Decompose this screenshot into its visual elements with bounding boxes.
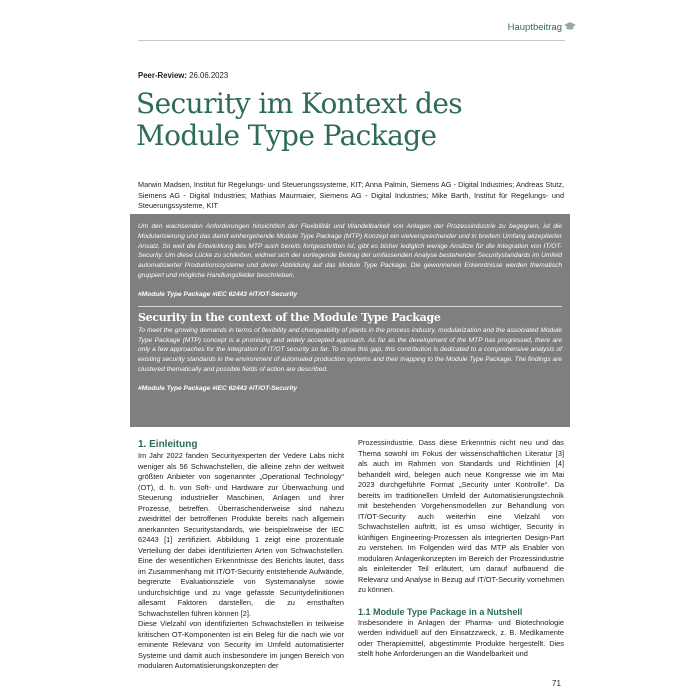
abstract-english-title: Security in the context of the Module Type Package (138, 310, 441, 324)
abstract-german-tags: #Module Type Package #IEC 62443 #IT/OT-Security (138, 290, 298, 298)
article-title: Security im Kontext des Module Type Package (136, 87, 463, 152)
abstract-divider (138, 306, 562, 307)
peer-review-line (138, 71, 228, 80)
body-column-right (358, 438, 564, 660)
section-heading-introduction: 1. Einleitung (138, 439, 198, 450)
abstract-english-tags: #Module Type Package #IEC 62443 #IT/OT-Security (138, 384, 298, 392)
body-paragraph: Im Jahr 2022 fanden Securityexperten der Vedere Labs nicht weniger als 56 Schwachstellen, die alleine zehn der weltweit größten Anbieter von sogenannter „Operational Technology“ (OT), d. h. von Soft- und Hardware zur Überwachung und Steuerung industrieller Maschinen, Anlagen und ihrer Prozesse, betreffen. Überraschenderweise sind nahezu zweidrittel der betroffenen Produkte bereits nach allgemein anerkannten Securitystandards, wie beispielsweise der IEC 62443 [1] zertifiziert. Abbildung 1 zeigt eine prozentuale Verteilung der dabei identifizierten Arten von Schwachstellen. Eine der wesentlichen Erkenntnisse des Berichts lautet, dass im Zusammenhang mit IT/OT-Security entstehende Aufwände, begrenzte Evaluationsziele von Systemanalyse sowie undurchsichtige und zu vage gefasste Securitydefinitionen allesamt Faktoren darstellen, die zu ernsthaften Schwachstellen führen können [2]. (138, 451, 344, 618)
subsection-heading-mtp: 1.1 Module Type Package in a Nutshell (358, 606, 523, 617)
body-paragraph: Prozessindustrie. Dass diese Erkenntnis nicht neu und das Thema sowohl im Fokus der wissenschaftlichen Literatur [3] als auch im Rahmen von Standards und Richtlinien [4] behandelt wird, belegen auch neue Kongresse wie im Mai 2023 durchgeführte Format „Security unter Kontrolle“. Da bereits im traditionellen Umfeld der Automatisierungstechnik mit bestehenden Vorgehensmodellen zur Behandlung von IT/OT-Security auch weiterhin eine Vielzahl von Schwachstellen auftritt, ist es umso wichtiger, Security in künftigen Engineering-Prozessen als integrierten Design-Part zu verstehen. Im Folgenden wird das MTP als Enabler von modularen Anlagenkonzepten im Bereich der Prozessindustrie als einleitender Teil erläutert, um darauf aufbauend die Relevanz und Analyse in Bezug auf IT/OT-Security vornehmen zu können. (358, 438, 564, 594)
abstract-english-text: To meet the growing demands in terms of flexibility and changeability of plants in the process industry, modularization and the associated Module Type Package (MTP) concept is a promising and widely accepted approach. As far as the development of the MTP has progressed, there are only a few approaches for the integration of IT/OT security so far. To close this gap, this contribution is dedicated to a comprehensive analysis of existing security standards in the environment of automated production systems and their mapping to the Module Type Package. The findings are clustered thematically and possible fields of action are described. (138, 326, 562, 373)
body-column-left (138, 438, 344, 672)
peer-review-label: Peer-Review: (138, 71, 187, 80)
abstract-german-text: Um den wachsenden Anforderungen hinsichtlich der Flexibilität und Wandelbarkeit von Anlagen der Prozessindustrie zu begegnen, ist die Modularisierung und das damit einhergehende Module Type Package (MTP) Konzept ein vielversprechender und in breitem Umfang akzeptierter Ansatz. So weit die Entwicklung des MTP auch bereits fortgeschritten ist, gibt es bisher lediglich wenige Ansätze für die Integration von IT/OT-Security. Um diese Lücke zu schließen, widmet sich der vorliegende Beitrag der umfassenden Analyse bestehender Securitystandards im Umfeld automatisierter Produktionssysteme und deren Abbildung auf das Module Type Package. Die gewonnenen Erkenntnisse werden thematisch gruppiert und mögliche Handlungsfelder beschrieben. (138, 223, 562, 279)
section-label: Hauptbeitrag (507, 22, 562, 33)
peer-review-date: 26.06.2023 (189, 71, 229, 80)
body-paragraph: Insbesondere in Anlagen der Pharma- und Biotechnologie werden individuell auf den Einsatzzweck, z. B. Medikamente oder Therapiemittel, abgestimmte Produkte hergestellt. Dies stellt hohe Anforderungen an die Wandelbarkeit und (358, 617, 564, 658)
abstract-box (130, 214, 570, 427)
body-paragraph: Diese Vielzahl von identifizierten Schwachstellen in teilweise kritischen OT-Komponenten ist ein Beleg für die nach wie vor eminente Relevanz von Security im Umfeld automatisierter Systeme und damit auch insbesondere im jungen Bereich von modularen Automatisierungskonzepten der (138, 619, 344, 670)
graduation-cap-icon (564, 21, 576, 31)
author-list: Marwin Madsen, Institut für Regelungs- und Steuerungssysteme, KIT; Anna Palmin, Siemens AG - Digital Industries; Andreas Stutz, Siemens AG - Digital Industries; Mathias Maurmaier, Siemens AG - Digital Industries; Mike Barth, Institut für Regelungs- und Steuerungssysteme, KIT (138, 180, 564, 210)
header-divider (138, 40, 565, 41)
page-number: 71 (552, 679, 561, 688)
